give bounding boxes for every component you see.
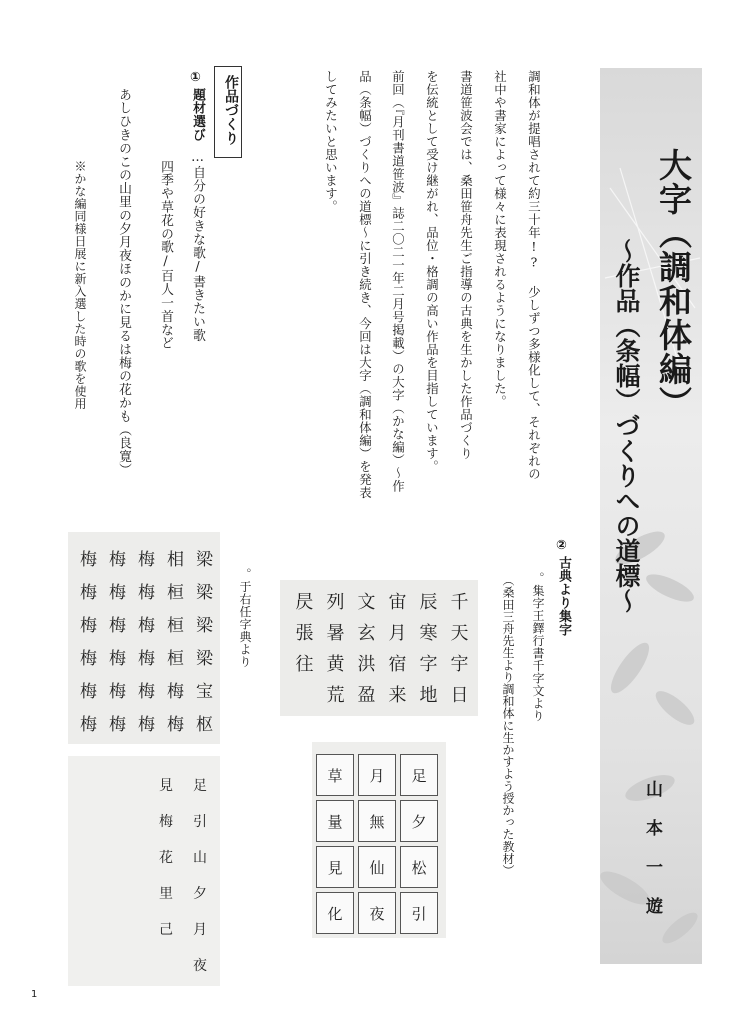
poem-text: あしひきのこの山里の夕月夜ほのかに見るは梅の花かも︵良寛︶ — [116, 88, 131, 477]
practice-char-25: 梅 — [80, 583, 97, 603]
item-subtext: 四季や草花の歌/百人一首など — [158, 160, 173, 350]
practice-char-23: 梅 — [109, 715, 126, 735]
thousand-char-5: 寒 — [419, 622, 438, 644]
section2-item2: 。于右任字典より — [238, 568, 252, 668]
practice-char-5: 枢 — [196, 715, 213, 735]
draft-char-9: 里 — [159, 886, 173, 902]
practice-char-0: 梁 — [196, 550, 213, 570]
draft-char-3: 夕 — [193, 886, 207, 902]
draft-char-8: 花 — [159, 850, 173, 866]
practice-char-24: 梅 — [80, 550, 97, 570]
draft-char-4: 月 — [193, 922, 207, 938]
draft-char-5: 夜 — [193, 958, 207, 974]
practice-char-7: 桓 — [167, 583, 184, 603]
thousand-char-0: 千 — [450, 591, 469, 613]
boxed-char-3: 引 — [400, 892, 438, 934]
boxed-char-0: 足 — [400, 754, 438, 796]
practice-char-8: 桓 — [167, 616, 184, 636]
thousand-char-18: 黄 — [326, 653, 345, 675]
boxed-char-10: 見 — [316, 846, 354, 888]
thousand-char-1: 天 — [450, 622, 469, 644]
thousand-char-16: 列 — [326, 591, 345, 613]
intro-line-1: 調和体が提唱されて約三十年!? 少しずつ多様化して、それぞれの — [526, 70, 542, 481]
intro-line-5: 前回︵『月刊書道笹波』誌二〇二一年二月号掲載︶の大字︵かな編︶〜作 — [390, 70, 406, 493]
thousand-char-14: 洪 — [357, 653, 376, 675]
section2-heading: 古典より集字 — [556, 556, 571, 637]
thousand-char-19: 荒 — [326, 684, 345, 706]
practice-char-26: 梅 — [80, 616, 97, 636]
thousand-char-11: 来 — [388, 684, 407, 706]
thousand-char-2: 宇 — [450, 653, 469, 675]
thousand-char-9: 月 — [388, 622, 407, 644]
thousand-char-grid — [280, 580, 478, 716]
practice-sheet-sample — [68, 532, 220, 744]
draft-char-10: 己 — [159, 922, 173, 938]
practice-char-15: 梅 — [138, 649, 155, 669]
practice-char-29: 梅 — [80, 715, 97, 735]
thousand-char-6: 字 — [419, 653, 438, 675]
boxed-char-9: 量 — [316, 800, 354, 842]
section-heading: 作品づくり — [223, 75, 239, 145]
thousand-char-15: 盈 — [357, 684, 376, 706]
draft-sheet-sample — [68, 756, 220, 986]
practice-char-22: 梅 — [109, 682, 126, 702]
practice-char-13: 梅 — [138, 583, 155, 603]
boxed-char-1: 夕 — [400, 800, 438, 842]
practice-char-18: 梅 — [109, 550, 126, 570]
section-heading-box — [214, 66, 242, 158]
thousand-char-12: 文 — [357, 591, 376, 613]
boxed-char-7: 夜 — [358, 892, 396, 934]
section2-number: ② — [554, 538, 569, 554]
practice-char-6: 相 — [167, 550, 184, 570]
practice-char-4: 宝 — [196, 682, 213, 702]
item-label: 題材選び — [190, 88, 205, 142]
boxed-char-2: 松 — [400, 846, 438, 888]
practice-char-20: 梅 — [109, 616, 126, 636]
practice-char-11: 梅 — [167, 715, 184, 735]
practice-char-12: 梅 — [138, 550, 155, 570]
intro-line-2: 社中や書家によって様々に表現されるようになりました。 — [492, 70, 508, 408]
thousand-char-13: 玄 — [357, 622, 376, 644]
main-title: 大字︵調和体編︶ — [654, 148, 693, 420]
thousand-char-10: 宿 — [388, 653, 407, 675]
intro-line-6: 品︵条幅︶づくりへの道標〜に引き続き、今回は大字︵調和体編︶を発表 — [357, 70, 373, 499]
thousand-char-7: 地 — [419, 684, 438, 706]
practice-char-10: 梅 — [167, 682, 184, 702]
boxed-char-6: 仙 — [358, 846, 396, 888]
boxed-char-11: 化 — [316, 892, 354, 934]
item-text: …自分の好きな歌/書きたい歌 — [190, 150, 205, 342]
practice-char-19: 梅 — [109, 583, 126, 603]
thousand-char-17: 暑 — [326, 622, 345, 644]
boxed-char-5: 無 — [358, 800, 396, 842]
boxed-char-sample — [312, 742, 446, 938]
intro-line-3: 書道笹波会では、桑田笹舟先生ご指導の古典を生かした作品づくり — [458, 70, 474, 460]
author-name: 山本一遊 — [642, 780, 662, 936]
practice-char-2: 梁 — [196, 616, 213, 636]
thousand-char-3: 日 — [450, 684, 469, 706]
thousand-char-22: 往 — [295, 653, 314, 675]
intro-line-4: を伝統として受け継がれ、品位・格調の高い作品を目指しています。 — [424, 70, 440, 473]
draft-char-6: 見 — [159, 778, 173, 794]
draft-char-0: 足 — [193, 778, 207, 794]
poem-note: ※かな編同様日展に新入選した時の歌を使用 — [73, 160, 87, 410]
boxed-char-grid — [312, 742, 446, 938]
draft-char-1: 引 — [193, 814, 207, 830]
thousand-char-4: 辰 — [419, 591, 438, 613]
sub-title: 〜作品︵条幅︶づくりへの道標〜 — [612, 238, 641, 613]
draft-sheet-chars — [68, 756, 220, 986]
practice-char-9: 桓 — [167, 649, 184, 669]
boxed-char-4: 月 — [358, 754, 396, 796]
practice-char-14: 梅 — [138, 616, 155, 636]
practice-char-28: 梅 — [80, 682, 97, 702]
practice-char-17: 梅 — [138, 715, 155, 735]
intro-line-7: してみたいと思います。 — [323, 70, 339, 213]
draft-char-7: 梅 — [159, 814, 173, 830]
section2-item1: 。集字王鐸行書千字文より — [531, 572, 545, 722]
practice-char-16: 梅 — [138, 682, 155, 702]
practice-sheet-chars — [68, 532, 220, 744]
thousand-char-8: 宙 — [388, 591, 407, 613]
page-number: 1 — [31, 989, 38, 1000]
thousand-char-21: 張 — [295, 622, 314, 644]
draft-char-2: 山 — [193, 850, 207, 866]
practice-char-21: 梅 — [109, 649, 126, 669]
thousand-char-20: 昃 — [295, 591, 314, 613]
practice-char-3: 梁 — [196, 649, 213, 669]
practice-char-27: 梅 — [80, 649, 97, 669]
practice-char-1: 梁 — [196, 583, 213, 603]
thousand-char-sample — [280, 580, 478, 716]
section2-item1-note: ︵桑田三舟先生より調和体に生かすよう授かった教材︶ — [501, 574, 515, 877]
boxed-char-8: 草 — [316, 754, 354, 796]
item-number: ① — [188, 70, 203, 86]
